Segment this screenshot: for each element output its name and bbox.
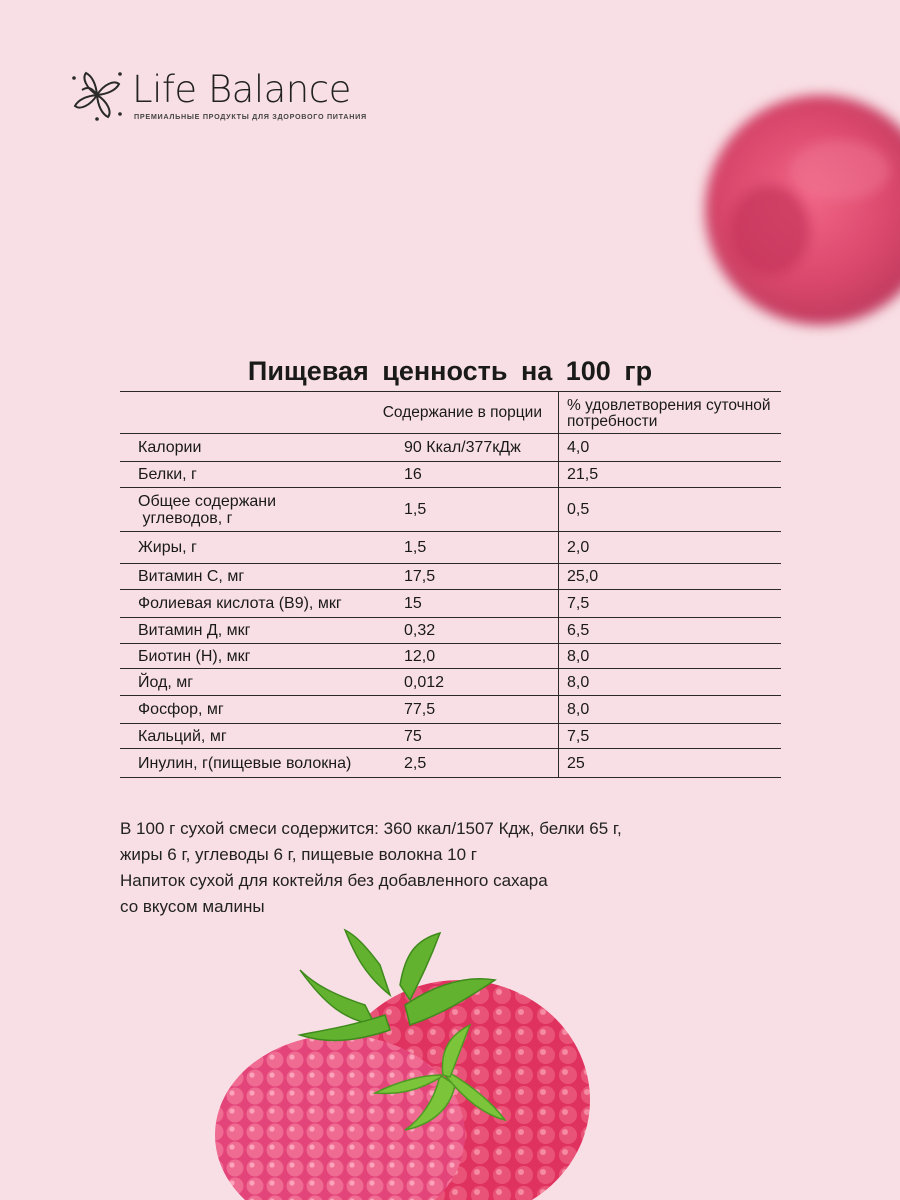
row-name: Белки, г — [138, 466, 197, 483]
row-amount: 17,5 — [400, 564, 559, 590]
row-percent: 21,5 — [567, 466, 599, 483]
product-notes — [120, 816, 780, 920]
row-amount: 1,5 — [400, 488, 559, 532]
table-row — [120, 590, 781, 618]
flower-icon — [70, 68, 124, 122]
row-amount: 1,5 — [400, 532, 559, 564]
brand-tagline: ПРЕМИАЛЬНЫЕ ПРОДУКТЫ ДЛЯ ЗДОРОВОГО ПИТАНИЯ — [134, 112, 367, 121]
table-row — [120, 696, 781, 724]
raspberry-blurred-image — [690, 80, 900, 340]
table-row — [120, 749, 781, 778]
row-percent: 2,0 — [567, 539, 590, 556]
row-percent: 7,5 — [567, 595, 590, 612]
table-row — [120, 724, 781, 749]
row-percent: 4,0 — [567, 439, 590, 456]
brand-logo — [70, 66, 400, 126]
row-amount: 15 — [400, 590, 559, 618]
row-name: Биотин (Н), мкг — [138, 647, 251, 665]
row-percent: 8,0 — [567, 701, 590, 718]
row-name: Фолиевая кислота (В9), мкг — [138, 595, 342, 612]
header-col-name — [120, 392, 400, 434]
row-name: Инулин, г(пищевые волокна) — [138, 754, 352, 772]
table-row — [120, 434, 781, 462]
row-percent: 8,0 — [567, 647, 590, 665]
table-row — [120, 462, 781, 488]
header-col-amount: Содержание в порции — [400, 392, 559, 434]
table-row — [120, 669, 781, 696]
table-row — [120, 644, 781, 669]
row-percent: 0,5 — [567, 501, 590, 518]
row-percent: 7,5 — [567, 727, 590, 745]
row-amount: 12,0 — [400, 644, 559, 669]
raspberries-image — [205, 925, 625, 1200]
row-name: Жиры, г — [138, 539, 197, 556]
row-percent: 25,0 — [567, 568, 599, 585]
row-amount: 0,32 — [400, 618, 559, 644]
table-header-row — [120, 392, 781, 434]
row-amount: 90 Ккал/377кДж — [400, 434, 559, 462]
row-name: Фосфор, мг — [138, 701, 224, 718]
brand-name: Life Balance — [132, 68, 351, 111]
table-row — [120, 488, 781, 532]
row-percent: 8,0 — [567, 673, 590, 691]
table-row — [120, 564, 781, 590]
row-amount: 77,5 — [400, 696, 559, 724]
row-amount: 2,5 — [400, 749, 559, 778]
row-amount: 75 — [400, 724, 559, 749]
header-col-percent: % удовлетворения суточной потребности — [567, 397, 771, 430]
row-amount: 0,012 — [400, 669, 559, 696]
row-name: Витамин С, мг — [138, 568, 245, 585]
note-line: Напиток сухой для коктейля без добавленного сахара — [120, 871, 548, 890]
nutrition-table — [120, 391, 781, 778]
table-row — [120, 532, 781, 564]
row-name: Витамин Д, мкг — [138, 622, 251, 639]
row-name: Калории — [138, 439, 202, 456]
note-line: жиры 6 г, углеводы 6 г, пищевые волокна 10 г — [120, 845, 477, 864]
row-name: Йод, мг — [138, 673, 194, 691]
page-title: Пищевая ценность на 100 гр — [247, 356, 653, 386]
row-percent: 6,5 — [567, 622, 590, 639]
row-name: Кальций, мг — [138, 727, 227, 745]
row-name: Общее содержани углеводов, г — [138, 492, 277, 527]
note-line: со вкусом малины — [120, 897, 265, 916]
row-amount: 16 — [400, 462, 559, 488]
note-line: В 100 г сухой смеси содержится: 360 ккал/1507 Кдж, белки 65 г, — [120, 819, 622, 838]
table-row — [120, 618, 781, 644]
row-percent: 25 — [567, 754, 585, 772]
